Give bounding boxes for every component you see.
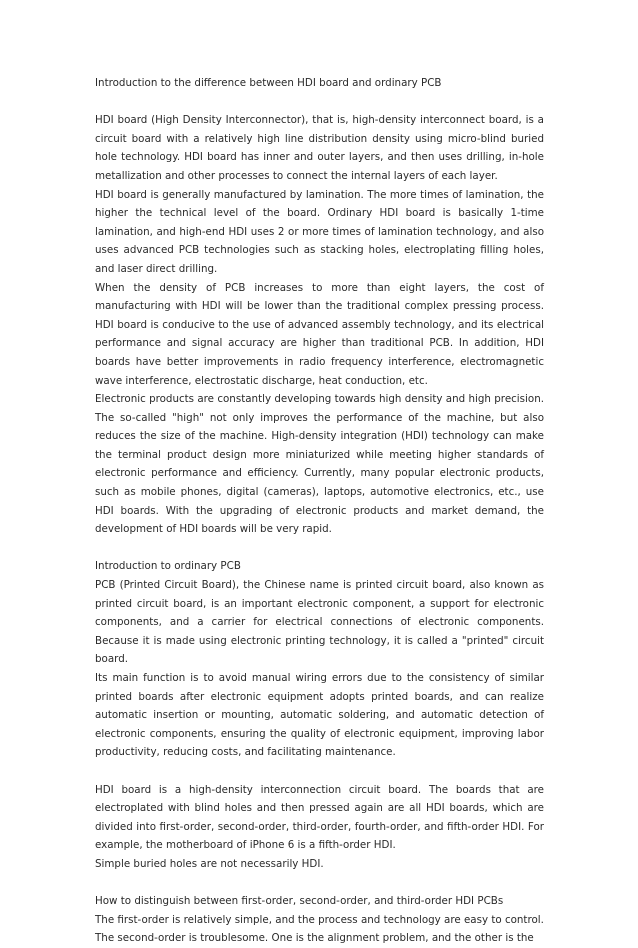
pcb-function-paragraph: Its main function is to avoid manual wiring errors due to the consistency of similar printed boards after electronic equipment adopts printed boards, and can realize automatic insertion or mounting, automatic soldering, and automatic detection of electronic components, ensuring the quality of electronic equipment, improving labor productivity, reducing costs, and facilitating maintenance. — [95, 672, 544, 759]
hdi-lamination-paragraph: HDI board is generally manufactured by lamination. The more times of lamination, the higher the technical level of the board. Ordinary HDI board is basically 1-time lamination, and high-end HDI uses 2 or more times of lamination technology, and also uses advanced PCB technologies such as stacking holes, electroplating filling holes, and laser direct drilling. — [95, 188, 544, 275]
hdi-order-paragraph: HDI board is a high-density interconnection circuit board. The boards that are electroplated with blind holes and then pressed again are all HDI boards, which are divided into first-order, second-order, third-order, fourth-order, and fifth-order HDI. For example, the motherboard of iPhone 6 is a fifth-order HDI. — [95, 783, 544, 852]
hdi-definition-paragraph: HDI board (High Density Interconnector), that is, high-density interconnect board, is a circuit board with a relatively high line distribution density using micro-blind buried hole technology. HDI board has inner and outer layers, and then uses drilling, in-hole metallization and other processes to connect the internal layers of each layer. — [95, 114, 544, 182]
paragraph-spacer — [95, 539, 544, 558]
document-page — [95, 74, 544, 948]
paragraph-spacer — [95, 874, 544, 893]
document-title: Introduction to the difference between HDI board and ordinary PCB — [95, 77, 442, 89]
first-order-paragraph: The first-order is relatively simple, and the process and technology are easy to control. — [95, 913, 544, 926]
paragraph-spacer — [95, 762, 544, 781]
buried-holes-paragraph: Simple buried holes are not necessarily HDI. — [95, 857, 324, 870]
second-order-paragraph: The second-order is troublesome. One is the alignment problem, and the other is the — [95, 932, 534, 945]
distinguish-section-heading: How to distinguish between first-order, second-order, and third-order HDI PCBs — [95, 895, 504, 908]
hdi-trends-paragraph: Electronic products are constantly developing towards high density and high precision. The so-called "high" not only improves the performance of the machine, but also reduces the size of the machine. High-density integration (HDI) technology can make the terminal product design more miniaturized while meeting higher standards of electronic performance and efficiency. Currently, many popular electronic products, such as mobile phones, digital (cameras), laptops, automotive electronics, etc., use HDI boards. With the upgrading of electronic products and market demand, the development of HDI boards will be very rapid. — [95, 393, 544, 536]
pcb-definition-paragraph: PCB (Printed Circuit Board), the Chinese name is printed circuit board, also known as printed circuit board, is an important electronic component, a support for electronic components, and a carrier for electrical connections of electronic components. Because it is made using electronic printing technology, it is called a "printed" circuit board. — [95, 579, 544, 666]
hdi-density-paragraph: When the density of PCB increases to more than eight layers, the cost of manufacturing with HDI will be lower than the traditional complex pressing process. HDI board is conducive to the use of advanced assembly technology, and its electrical performance and signal accuracy are higher than traditional PCB. In addition, HDI boards have better improvements in radio frequency interference, electromagnetic wave interference, electrostatic discharge, heat conduction, etc. — [95, 281, 544, 387]
paragraph-spacer — [95, 93, 544, 112]
pcb-section-heading: Introduction to ordinary PCB — [95, 560, 241, 573]
